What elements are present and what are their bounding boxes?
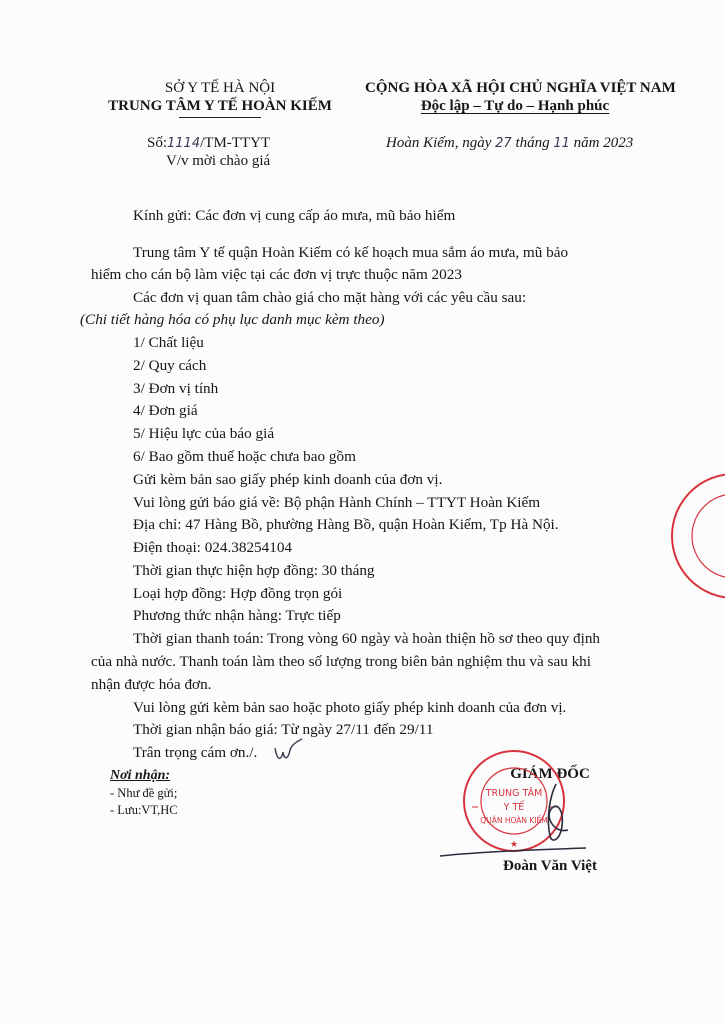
document-subject: V/v mời chào giá <box>166 153 271 169</box>
stamp-line-3: QUẬN HOÀN KIẾM <box>480 816 548 825</box>
attachment-note-2: Vui lòng gửi kèm bản sao hoặc photo giấy phép kinh doanh của đơn vị. <box>133 699 567 716</box>
payment-line-3: nhận được hóa đơn. <box>91 676 212 693</box>
svg-text:★: ★ <box>509 840 519 850</box>
delivery-method: Phương thức nhận hàng: Trực tiếp <box>133 607 341 624</box>
closing: Trân trọng cám ơn./. <box>133 744 258 761</box>
recipient-item: - Lưu:VT,HC <box>110 803 178 817</box>
intro-line-1: Trung tâm Y tế quận Hoàn Kiếm có kế hoạch mua sắm áo mưa, mũ bảo <box>133 244 569 261</box>
recipients-label: Nơi nhận: <box>110 768 171 783</box>
send-to: Vui lòng gửi báo giá về: Bộ phận Hành Chính – TTYT Hoàn Kiếm <box>133 494 541 511</box>
attachment-note: Gửi kèm bản sao giấy phép kinh doanh của đơn vị. <box>133 471 443 488</box>
request-line: Các đơn vị quan tâm chào giá cho mặt hàng với các yêu cầu sau: <box>133 289 527 306</box>
signature-title: GIÁM ĐỐC <box>510 766 590 782</box>
phone: Điện thoại: 024.38254104 <box>133 539 293 556</box>
initials-signature-icon <box>272 738 304 766</box>
requirement-item: 6/ Bao gồm thuế hoặc chưa bao gồm <box>133 448 356 465</box>
payment-line-2: của nhà nước. Thanh toán làm theo số lượng trong biên bản nghiệm thu và sau khi <box>91 653 592 670</box>
requirement-item: 2/ Quy cách <box>133 357 207 374</box>
ref-handwritten: 1114 <box>167 136 201 151</box>
ref-suffix: /TM-TTYT <box>200 135 271 151</box>
payment-line-1: Thời gian thanh toán: Trong vòng 60 ngày và hoàn thiện hồ sơ theo quy định <box>133 630 601 647</box>
director-name: Đoàn Văn Việt <box>503 858 597 874</box>
requirement-item: 5/ Hiệu lực của báo giá <box>133 425 275 442</box>
date-place: Hoàn Kiếm, ngày <box>386 135 492 151</box>
contract-duration: Thời gian thực hiện hợp đồng: 30 tháng <box>133 562 375 579</box>
national-motto: Độc lập – Tự do – Hạnh phúc <box>420 98 610 114</box>
intro-line-2: hiểm cho cán bộ làm việc tại các đơn vị trực thuộc năm 2023 <box>91 266 462 283</box>
appendix-note: (Chi tiết hàng hóa có phụ lục danh mục kèm theo) <box>80 311 385 328</box>
director-signature-icon <box>438 778 588 862</box>
contract-type: Loại hợp đồng: Hợp đồng trọn gói <box>133 585 343 602</box>
date-month-label: tháng <box>515 135 550 151</box>
date-year: năm 2023 <box>573 135 634 151</box>
agency-name: TRUNG TÂM Y TẾ HOÀN KIẾM <box>108 98 332 114</box>
country-name: CỘNG HÒA XÃ HỘI CHỦ NGHĨA VIỆT NAM <box>365 80 676 96</box>
requirement-item: 3/ Đơn vị tính <box>133 380 219 397</box>
date-month: 11 <box>553 136 570 151</box>
recipient-item: - Như đề gửi; <box>110 786 178 800</box>
quote-period: Thời gian nhận báo giá: Từ ngày 27/11 đến 29/11 <box>133 721 434 738</box>
edge-stamp-icon <box>666 468 725 604</box>
date-day: 27 <box>495 136 512 151</box>
requirement-item: 4/ Đơn giá <box>133 402 198 419</box>
requirement-item: 1/ Chất liệu <box>133 334 204 351</box>
ministry-name: SỞ Y TẾ HÀ NỘI <box>164 80 276 96</box>
stamp-line-1: TRUNG TÂM <box>485 788 543 799</box>
stamp-line-2: Y TẾ <box>503 802 525 813</box>
ref-prefix: Số: <box>147 135 168 151</box>
address: Địa chỉ: 47 Hàng Bồ, phường Hàng Bồ, quận Hoàn Kiếm, Tp Hà Nội. <box>133 516 559 533</box>
greeting: Kính gửi: Các đơn vị cung cấp áo mưa, mũ bảo hiểm <box>133 207 456 224</box>
